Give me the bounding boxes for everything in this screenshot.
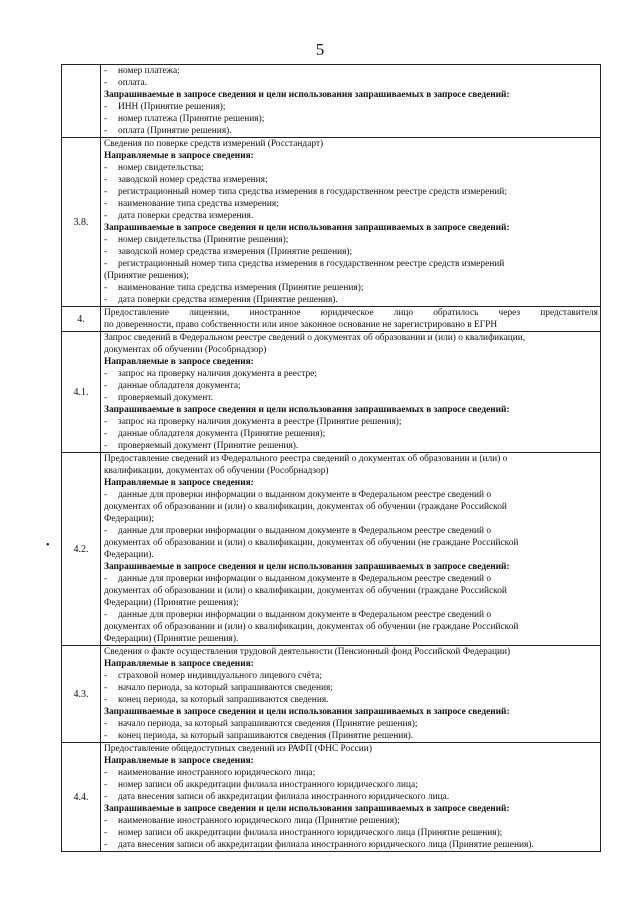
row-number: 4.3. bbox=[62, 646, 101, 743]
list-item bbox=[104, 368, 598, 380]
list-item-text: регистрационный номер типа средства измерения в государственном реестре средств измерений bbox=[118, 259, 505, 269]
list-item-text: номер платежа (Принятие решения); bbox=[118, 114, 265, 124]
list-item bbox=[104, 65, 598, 77]
row-number: 4.4. bbox=[62, 743, 101, 852]
list-item bbox=[104, 767, 598, 779]
paragraph-line: Федерации); bbox=[104, 514, 155, 524]
table-body bbox=[62, 65, 601, 852]
bullet-dash: - bbox=[104, 126, 108, 136]
section-heading: Запрашиваемые в запросе сведения и цели использования запрашиваемых в запросе сведений: bbox=[104, 562, 510, 572]
bullet-dash: - bbox=[104, 66, 108, 76]
list-item bbox=[104, 525, 598, 537]
paragraph-line: Предоставление лицензии, иностранное юридическое лицо обратилось через представителя bbox=[104, 308, 598, 318]
list-item bbox=[104, 815, 598, 827]
list-item-text: дата внесения записи об аккредитации филиала иностранного юридического лица. bbox=[118, 792, 450, 802]
list-item-text: проверяемый документ (Принятие решения). bbox=[118, 441, 299, 451]
row-number: 4. bbox=[62, 307, 101, 332]
row-content bbox=[101, 138, 601, 307]
table-row bbox=[62, 743, 601, 852]
paragraph-line: документах об обучении (Рособрнадзор) bbox=[104, 345, 267, 355]
list-item-text: данные для проверки информации о выданном документе в Федеральном реестре сведений о bbox=[118, 490, 492, 500]
list-item bbox=[104, 779, 598, 791]
bullet-dash: - bbox=[104, 768, 108, 778]
list-item-text: начало периода, за который запрашиваются сведения (Принятие решения); bbox=[118, 719, 418, 729]
paragraph-line: документах об образовании и (или) о квалификации, документах об обучении (граждане Российской bbox=[104, 586, 507, 596]
list-item bbox=[104, 198, 598, 210]
list-item bbox=[104, 670, 598, 682]
list-item bbox=[104, 210, 598, 222]
bullet-dash: - bbox=[104, 574, 108, 584]
bullet-dash: - bbox=[104, 816, 108, 826]
list-item-text: страховой номер индивидуального лицевого счёта; bbox=[118, 671, 322, 681]
section-heading: Направляемые в запросе сведения: bbox=[104, 478, 254, 488]
list-item bbox=[104, 294, 598, 306]
list-item bbox=[104, 101, 598, 113]
paragraph-line: документах об образовании и (или) о квалификации, документах об обучении (не граждане Российской bbox=[104, 622, 519, 632]
bullet-dash: - bbox=[104, 610, 108, 620]
paragraph-line: (Принятие решения); bbox=[104, 271, 189, 281]
bullet-dash: - bbox=[104, 295, 108, 305]
list-item-text: наименование типа средства измерения (Принятие решения); bbox=[118, 283, 364, 293]
list-item-text: наименование иностранного юридического лица; bbox=[118, 768, 316, 778]
bullet-dash: - bbox=[104, 199, 108, 209]
bullet-dash: - bbox=[104, 441, 108, 451]
list-item bbox=[104, 718, 598, 730]
list-item-text: данные обладателя документа; bbox=[118, 381, 241, 391]
bullet-dash: - bbox=[104, 163, 108, 173]
list-item bbox=[104, 282, 598, 294]
paragraph-line: по доверенности, право собственности или иное законное основание не зарегистрировано в ЕГРН bbox=[104, 320, 498, 330]
bullet-dash: - bbox=[104, 102, 108, 112]
bullet-dash: - bbox=[104, 235, 108, 245]
paragraph-line: квалификации, документах об обучении (Рособрнадзор) bbox=[104, 466, 329, 476]
row-number: 4.2. bbox=[62, 453, 101, 646]
table-row bbox=[62, 453, 601, 646]
list-item bbox=[104, 791, 598, 803]
list-item bbox=[104, 694, 598, 706]
list-item-text: данные для проверки информации о выданном документе в Федеральном реестре сведений о bbox=[118, 526, 492, 536]
row-content bbox=[101, 646, 601, 743]
list-item-text: дата поверки средства измерения. bbox=[118, 211, 254, 221]
list-item-text: дата внесения записи об аккредитации филиала иностранного юридического лица (Принятие решения). bbox=[118, 840, 534, 850]
paragraph-line: Предоставление общедоступных сведений из РАФП (ФНС России) bbox=[104, 744, 372, 754]
bullet-dash: - bbox=[104, 695, 108, 705]
list-item-text: запрос на проверку наличия документа в реестре (Принятие решения); bbox=[118, 417, 402, 427]
bullet-dash: - bbox=[104, 683, 108, 693]
bullet-dash: - bbox=[104, 175, 108, 185]
list-item-text: конец периода, за который запрашиваются сведения (Принятие решения). bbox=[118, 731, 414, 741]
stray-dot: • bbox=[46, 540, 50, 551]
list-item bbox=[104, 489, 598, 501]
section-heading: Направляемые в запросе сведения: bbox=[104, 151, 254, 161]
section-heading: Запрашиваемые в запросе сведения и цели использования запрашиваемых в запросе сведений: bbox=[104, 90, 510, 100]
list-item-text: оплата. bbox=[118, 78, 148, 88]
table-row bbox=[62, 646, 601, 743]
bullet-dash: - bbox=[104, 731, 108, 741]
list-item bbox=[104, 380, 598, 392]
list-item bbox=[104, 428, 598, 440]
page-number: 5 bbox=[315, 40, 325, 59]
bullet-dash: - bbox=[104, 283, 108, 293]
list-item-text: номер записи об аккредитации филиала иностранного юридического лица; bbox=[118, 780, 418, 790]
list-item bbox=[104, 125, 598, 137]
section-heading: Направляемые в запросе сведения: bbox=[104, 756, 254, 766]
list-item bbox=[104, 186, 598, 198]
paragraph-line: Запрос сведений в Федеральном реестре сведений о документах об образовании и (или) о квалификации, bbox=[104, 333, 526, 343]
section-heading: Запрашиваемые в запросе сведения и цели использования запрашиваемых в запросе сведений: bbox=[104, 804, 510, 814]
row-content bbox=[101, 332, 601, 453]
paragraph-line: Федерации) (Принятие решения). bbox=[104, 634, 239, 644]
bullet-dash: - bbox=[104, 792, 108, 802]
paragraph-line: документах об образовании и (или) о квалификации, документах об обучении (граждане Российской bbox=[104, 502, 507, 512]
bullet-dash: - bbox=[104, 719, 108, 729]
list-item-text: наименование иностранного юридического лица (Принятие решения); bbox=[118, 816, 400, 826]
row-content bbox=[101, 743, 601, 852]
list-item bbox=[104, 682, 598, 694]
list-item-text: конец периода, за который запрашиваются сведения. bbox=[118, 695, 329, 705]
paragraph-line: Федерации) (Принятие решения); bbox=[104, 598, 239, 608]
list-item bbox=[104, 77, 598, 89]
list-item bbox=[104, 609, 598, 621]
bullet-dash: - bbox=[104, 369, 108, 379]
row-number bbox=[62, 65, 101, 138]
row-number: 4.1. bbox=[62, 332, 101, 453]
requirements-table bbox=[61, 64, 601, 852]
list-item-text: данные для проверки информации о выданном документе в Федеральном реестре сведений о bbox=[118, 574, 492, 584]
list-item-text: ИНН (Принятие решения); bbox=[118, 102, 226, 112]
bullet-dash: - bbox=[104, 211, 108, 221]
row-content bbox=[101, 453, 601, 646]
bullet-dash: - bbox=[104, 247, 108, 257]
row-content bbox=[101, 307, 601, 332]
section-heading: Запрашиваемые в запросе сведения и цели использования запрашиваемых в запросе сведений: bbox=[104, 405, 510, 415]
section-heading: Запрашиваемые в запросе сведения и цели использования запрашиваемых в запросе сведений: bbox=[104, 223, 510, 233]
list-item-text: номер свидетельства; bbox=[118, 163, 204, 173]
list-item bbox=[104, 234, 598, 246]
bullet-dash: - bbox=[104, 828, 108, 838]
paragraph-line: Сведения по поверке средств измерений (Росстандарт) bbox=[104, 139, 324, 149]
list-item-text: дата поверки средства измерения (Принятие решения). bbox=[118, 295, 338, 305]
list-item-text: номер платежа; bbox=[118, 66, 180, 76]
list-item-text: начало периода, за который запрашиваются сведения; bbox=[118, 683, 333, 693]
list-item bbox=[104, 416, 598, 428]
bullet-dash: - bbox=[104, 78, 108, 88]
list-item bbox=[104, 174, 598, 186]
bullet-dash: - bbox=[104, 490, 108, 500]
list-item bbox=[104, 162, 598, 174]
bullet-dash: - bbox=[104, 259, 108, 269]
table-row bbox=[62, 138, 601, 307]
bullet-dash: - bbox=[104, 381, 108, 391]
list-item-text: номер свидетельства (Принятие решения); bbox=[118, 235, 289, 245]
list-item-text: регистрационный номер типа средства измерения в государственном реестре средств измерений; bbox=[118, 187, 507, 197]
section-heading: Запрашиваемые в запросе сведения и цели использования запрашиваемых в запросе сведений: bbox=[104, 707, 510, 717]
paragraph-line: Предоставление сведений из Федерального реестра сведений о документах об образовании и (или) о bbox=[104, 454, 508, 464]
list-item-text: оплата (Принятие решения). bbox=[118, 126, 232, 136]
bullet-dash: - bbox=[104, 780, 108, 790]
row-content bbox=[101, 65, 601, 138]
list-item-text: номер записи об аккредитации филиала иностранного юридического лица (Принятие решения); bbox=[118, 828, 503, 838]
table-row bbox=[62, 332, 601, 453]
section-heading: Направляемые в запросе сведения: bbox=[104, 659, 254, 669]
paragraph-line: Федерации). bbox=[104, 550, 154, 560]
row-number: 3.8. bbox=[62, 138, 101, 307]
list-item bbox=[104, 440, 598, 452]
list-item-text: заводской номер средства измерения; bbox=[118, 175, 268, 185]
list-item bbox=[104, 827, 598, 839]
list-item bbox=[104, 246, 598, 258]
bullet-dash: - bbox=[104, 671, 108, 681]
list-item bbox=[104, 839, 598, 851]
bullet-dash: - bbox=[104, 114, 108, 124]
list-item bbox=[104, 258, 598, 270]
list-item bbox=[104, 730, 598, 742]
list-item-text: запрос на проверку наличия документа в реестре; bbox=[118, 369, 317, 379]
bullet-dash: - bbox=[104, 417, 108, 427]
table-row bbox=[62, 65, 601, 138]
paragraph-line: документах об образовании и (или) о квалификации, документах об обучении (не граждане Российской bbox=[104, 538, 519, 548]
list-item bbox=[104, 573, 598, 585]
list-item bbox=[104, 113, 598, 125]
bullet-dash: - bbox=[104, 840, 108, 850]
list-item bbox=[104, 392, 598, 404]
table-row bbox=[62, 307, 601, 332]
list-item-text: заводской номер средства измерения (Принятие решения); bbox=[118, 247, 353, 257]
list-item-text: данные обладателя документа (Принятие решения); bbox=[118, 429, 326, 439]
bullet-dash: - bbox=[104, 187, 108, 197]
bullet-dash: - bbox=[104, 393, 108, 403]
list-item-text: наименование типа средства измерения; bbox=[118, 199, 279, 209]
list-item-text: проверяемый документ. bbox=[118, 393, 213, 403]
paragraph-line: Сведения о факте осуществления трудовой деятельности (Пенсионный фонд Российской Федерации) bbox=[104, 647, 511, 657]
bullet-dash: - bbox=[104, 526, 108, 536]
bullet-dash: - bbox=[104, 429, 108, 439]
list-item-text: данные для проверки информации о выданном документе в Федеральном реестре сведений о bbox=[118, 610, 492, 620]
section-heading: Направляемые в запросе сведения: bbox=[104, 357, 254, 367]
